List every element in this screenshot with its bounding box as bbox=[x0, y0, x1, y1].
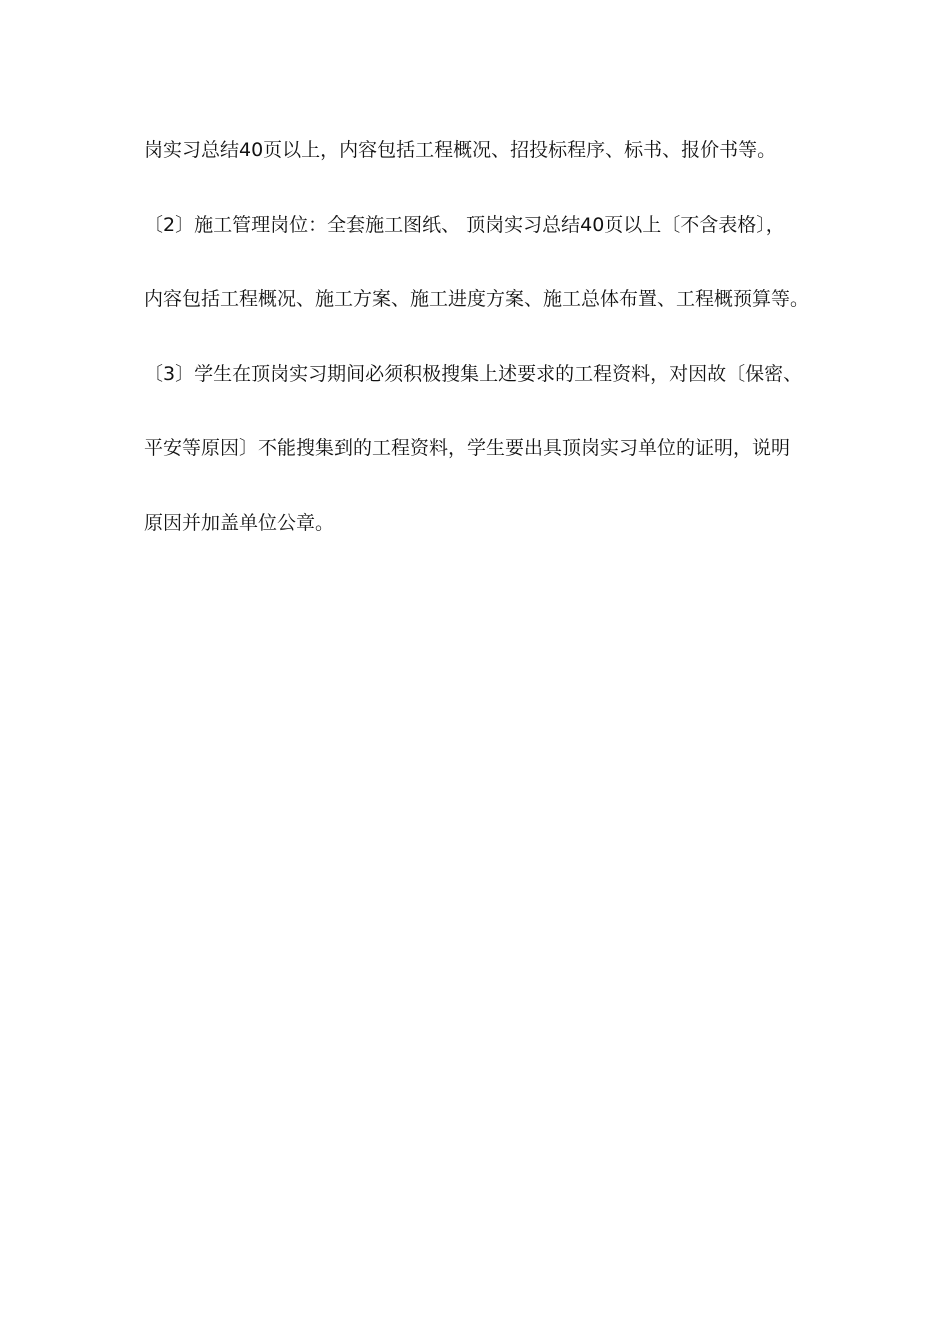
text-line-4: 〔3〕学生在顶岗实习期间必须积极搜集上述要求的工程资料，对因故〔保密、 bbox=[144, 363, 803, 385]
text-line-3: 内容包括工程概况、施工方案、施工进度方案、施工总体布置、工程概预算等。 bbox=[144, 288, 810, 310]
text-line-2: 〔2〕施工管理岗位：全套施工图纸、 顶岗实习总结40页以上〔不含表格〕， bbox=[144, 214, 785, 236]
text-line-6: 原因并加盖单位公章。 bbox=[144, 512, 335, 534]
text-line-1: 岗实习总结40页以上，内容包括工程概况、招投标程序、标书、报价书等。 bbox=[144, 139, 777, 161]
text-line-5: 平安等原因〕不能搜集到的工程资料，学生要出具顶岗实习单位的证明，说明 bbox=[144, 437, 791, 459]
